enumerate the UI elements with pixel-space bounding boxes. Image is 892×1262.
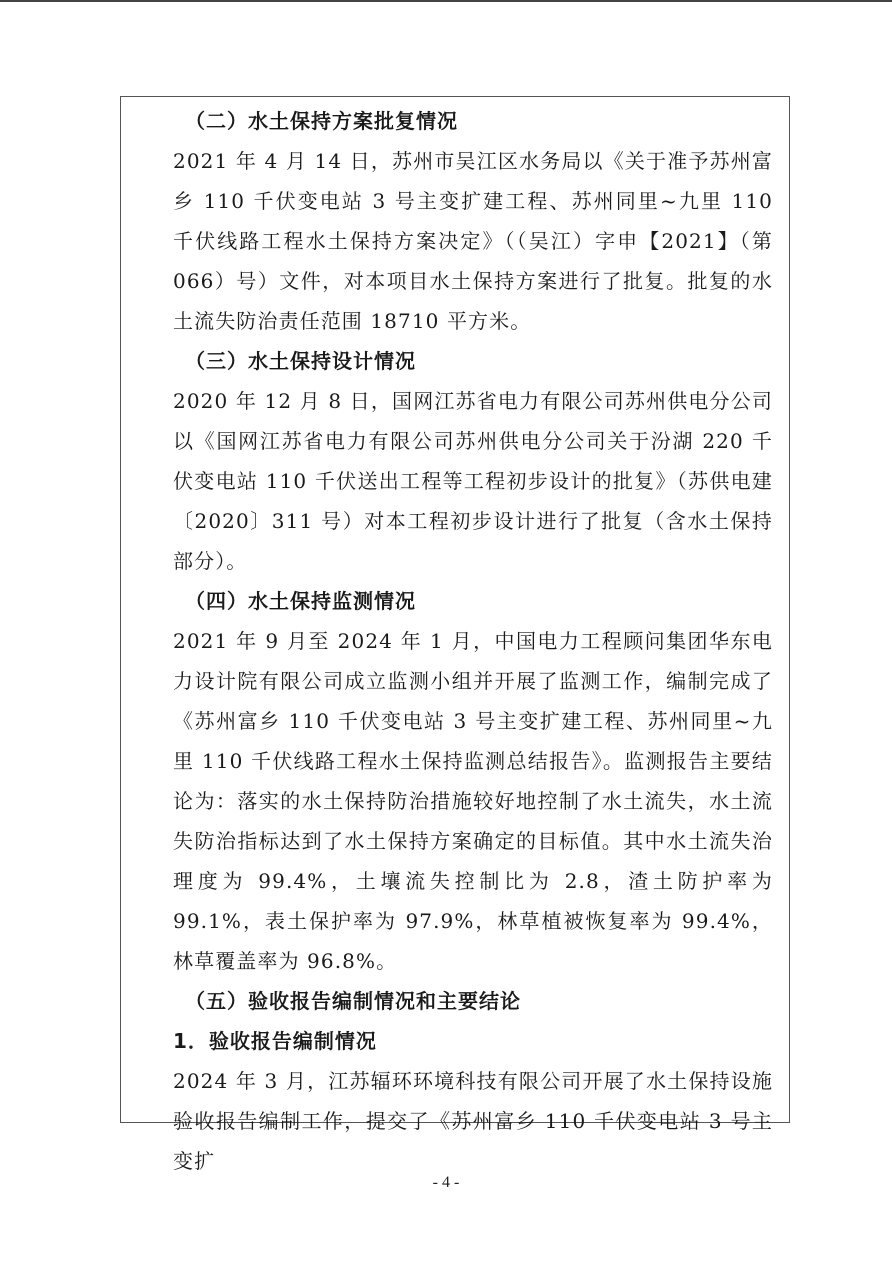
section-body-2: 2021 年 4 月 14 日，苏州市吴江区水务局以《关于准予苏州富乡 110 千伏变电站 3 号主变扩建工程、苏州同里~九里 110 千伏线路工程水土保持方案决定》（（吴江）字申【2021】（第 066）号）文件，对本项目水土保持方案进行了批复。批复的水土流失防治责任范围 18710 平方米。 — [173, 149, 773, 333]
page-number: - 4 - — [432, 1174, 460, 1191]
section-heading-5: （五）验收报告编制情况和主要结论 — [185, 989, 521, 1013]
document-content-box — [120, 96, 790, 1173]
section-body-3: 2020 年 12 月 8 日，国网江苏省电力有限公司苏州供电分公司以《国网江苏省电力有限公司苏州供电分公司关于汾湖 220 千伏变电站 110 千伏送出工程等工程初步设计的批复》（苏供电建〔2020〕311 号）对本工程初步设计进行了批复（含水土保持部分）。 — [173, 389, 773, 573]
section-body-5: 2024 年 3 月，江苏辐环环境科技有限公司开展了水土保持设施验收报告编制工作，提交了《苏州富乡 110 千伏变电站 3 号主变扩 — [173, 1069, 773, 1173]
top-border-line — [0, 0, 892, 2]
section-heading-3: （三）水土保持设计情况 — [185, 349, 416, 373]
subsection-heading-5-1: 1．验收报告编制情况 — [173, 1029, 377, 1053]
section-body-4: 2021 年 9 月至 2024 年 1 月，中国电力工程顾问集团华东电力设计院有限公司成立监测小组并开展了监测工作，编制完成了《苏州富乡 110 千伏变电站 3 号主变扩建工程、苏州同里~九里 110 千伏线路工程水土保持监测总结报告》。监测报告主要结论为：落实的水土保持防治措施较好地控制了水土流失，水土流失防治指标达到了水土保持方案确定的目标值。其中水土流失治理度为 99.4%，土壤流失控制比为 2.8，渣土防护率为 99.1%，表土保护率为 97.9%，林草植被恢复率为 99.4%，林草覆盖率为 96.8%。 — [173, 629, 773, 973]
section-heading-2: （二）水土保持方案批复情况 — [185, 109, 458, 133]
section-heading-4: （四）水土保持监测情况 — [185, 589, 416, 613]
